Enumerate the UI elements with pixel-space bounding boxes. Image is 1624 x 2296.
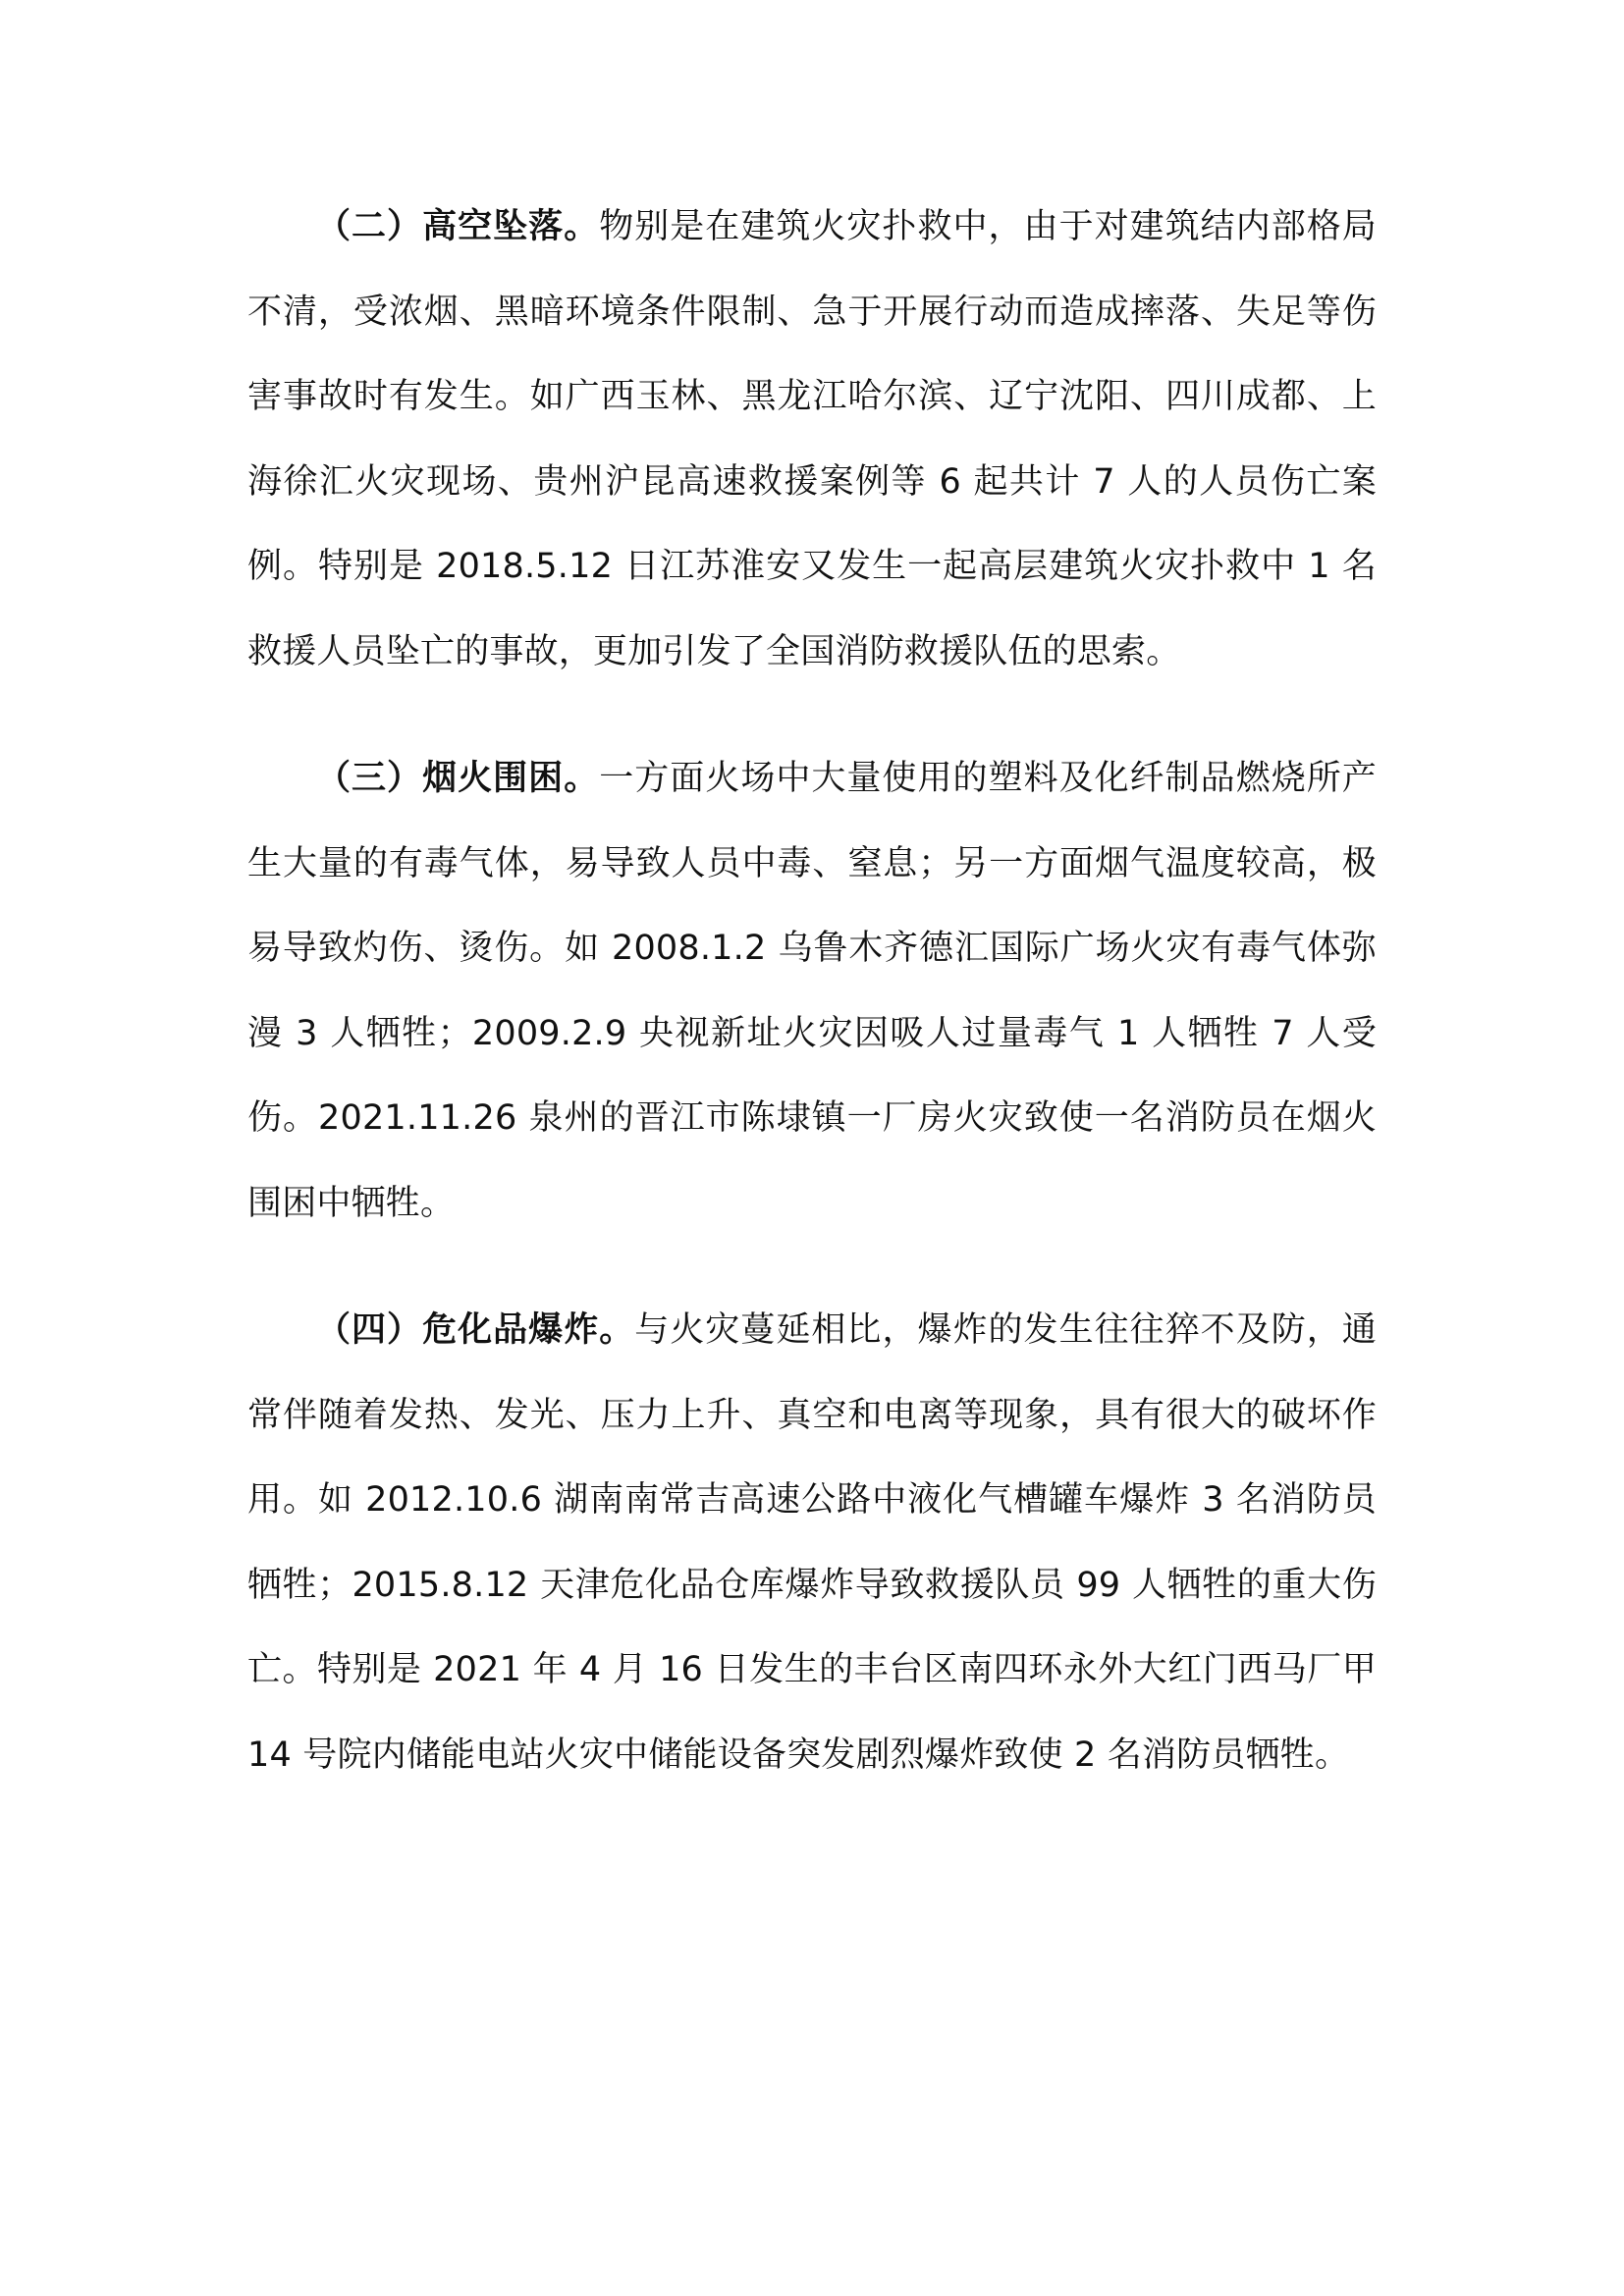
paragraph-text: 物别是在建筑火灾扑救中，由于对建筑结内部格局不清，受浓烟、黑暗环境条件限制、急于开展行动而造成摔落、失足等伤害事故时有发生。如广西玉林、黑龙江哈尔滨、辽宁沈阳、四川成都、上海徐汇火灾现场、贵州沪昆高速救援案例等 6 起共计 7 人的人员伤亡案例。特别是 2018.5.12 日江苏淮安又发生一起高层建筑火灾扑救中 1 名救援人员坠亡的事故，更加引发了全国消防救援队伍的思索。 [247,207,1377,671]
paragraph-hazmat-explosion [247,1288,1377,1797]
paragraph-heading: （二）高空坠落。 [316,207,600,246]
document-body [247,185,1377,1797]
paragraph-smoke-fire-trap [247,736,1377,1246]
paragraph-high-altitude-fall [247,185,1377,694]
paragraph-heading: （四）危化品爆炸。 [316,1310,635,1350]
paragraph-text: 一方面火场中大量使用的塑料及化纤制品燃烧所产生大量的有毒气体，易导致人员中毒、窒息；另一方面烟气温度较高，极易导致灼伤、烫伤。如 2008.1.2 乌鲁木齐德汇国际广场火灾有毒气体弥漫 3 人牺牲；2009.2.9 央视新址火灾因吸人过量毒气 1 人牺牲 7 人受伤。2021.11.26 泉州的晋江市陈埭镇一厂房火灾致使一名消防员在烟火围困中牺牲。 [247,759,1377,1223]
paragraph-heading: （三）烟火围困。 [316,759,600,798]
paragraph-text: 与火灾蔓延相比，爆炸的发生往往猝不及防，通常伴随着发热、发光、压力上升、真空和电离等现象，具有很大的破坏作用。如 2012.10.6 湖南南常吉高速公路中液化气槽罐车爆炸 3 名消防员牺牲；2015.8.12 天津危化品仓库爆炸导致救援队员 99 人牺牲的重大伤亡。特别是 2021 年 4 月 16 日发生的丰台区南四环永外大红门西马厂甲 14 号院内储能电站火灾中储能设备突发剧烈爆炸致使 2 名消防员牺牲。 [247,1310,1377,1775]
